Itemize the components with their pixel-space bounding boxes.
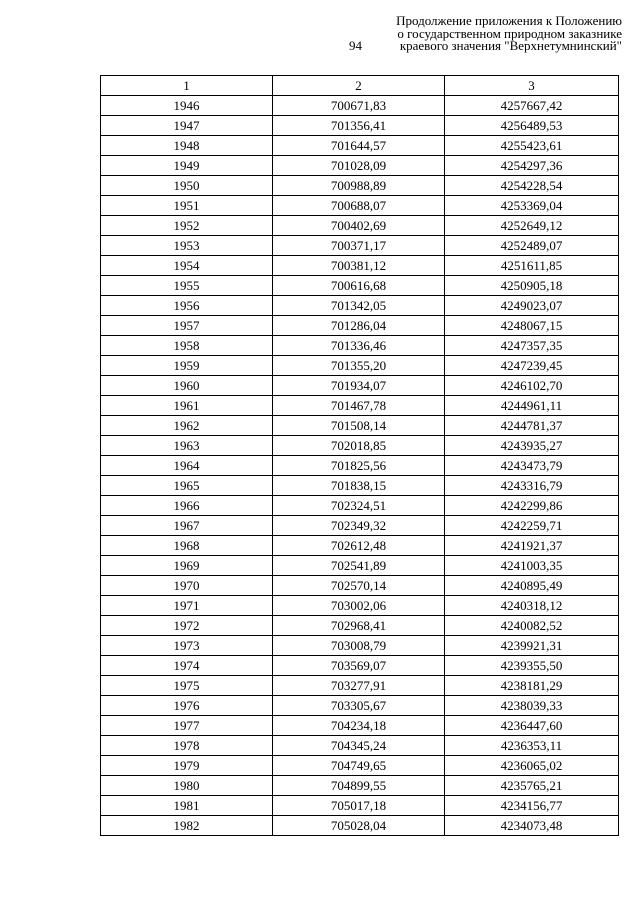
y-coordinate-cell: 4251611,85	[445, 256, 619, 276]
appendix-header-note	[322, 15, 622, 53]
table-row	[101, 556, 619, 576]
y-coordinate-cell: 4257667,42	[445, 96, 619, 116]
x-coordinate-cell: 701644,57	[273, 136, 445, 156]
y-coordinate-cell: 4253369,04	[445, 196, 619, 216]
x-coordinate-cell: 704749,65	[273, 756, 445, 776]
table-row	[101, 656, 619, 676]
table-row	[101, 476, 619, 496]
point-number-cell: 1971	[101, 596, 273, 616]
y-coordinate-cell: 4243935,27	[445, 436, 619, 456]
y-coordinate-cell: 4254228,54	[445, 176, 619, 196]
x-coordinate-cell: 700381,12	[273, 256, 445, 276]
table-row	[101, 816, 619, 836]
x-coordinate-cell: 703008,79	[273, 636, 445, 656]
x-coordinate-cell: 701508,14	[273, 416, 445, 436]
table-row	[101, 196, 619, 216]
y-coordinate-cell: 4255423,61	[445, 136, 619, 156]
y-coordinate-cell: 4249023,07	[445, 296, 619, 316]
point-number-cell: 1963	[101, 436, 273, 456]
y-coordinate-cell: 4248067,15	[445, 316, 619, 336]
point-number-cell: 1974	[101, 656, 273, 676]
column-header: 3	[445, 76, 619, 96]
table-row	[101, 756, 619, 776]
x-coordinate-cell: 701825,56	[273, 456, 445, 476]
table-row	[101, 216, 619, 236]
y-coordinate-cell: 4244961,11	[445, 396, 619, 416]
coordinates-table	[100, 75, 619, 836]
x-coordinate-cell: 700688,07	[273, 196, 445, 216]
point-number-cell: 1958	[101, 336, 273, 356]
x-coordinate-cell: 704234,18	[273, 716, 445, 736]
table-row	[101, 436, 619, 456]
table-row	[101, 256, 619, 276]
point-number-cell: 1955	[101, 276, 273, 296]
y-coordinate-cell: 4242299,86	[445, 496, 619, 516]
point-number-cell: 1962	[101, 416, 273, 436]
y-coordinate-cell: 4252649,12	[445, 216, 619, 236]
point-number-cell: 1982	[101, 816, 273, 836]
table-row	[101, 796, 619, 816]
y-coordinate-cell: 4242259,71	[445, 516, 619, 536]
point-number-cell: 1973	[101, 636, 273, 656]
point-number-cell: 1967	[101, 516, 273, 536]
y-coordinate-cell: 4241003,35	[445, 556, 619, 576]
x-coordinate-cell: 700371,17	[273, 236, 445, 256]
y-coordinate-cell: 4236065,02	[445, 756, 619, 776]
point-number-cell: 1972	[101, 616, 273, 636]
x-coordinate-cell: 701467,78	[273, 396, 445, 416]
y-coordinate-cell: 4240318,12	[445, 596, 619, 616]
y-coordinate-cell: 4235765,21	[445, 776, 619, 796]
table-row	[101, 116, 619, 136]
y-coordinate-cell: 4246102,70	[445, 376, 619, 396]
table-row	[101, 156, 619, 176]
point-number-cell: 1965	[101, 476, 273, 496]
table-row	[101, 776, 619, 796]
x-coordinate-cell: 701028,09	[273, 156, 445, 176]
point-number-cell: 1952	[101, 216, 273, 236]
point-number-cell: 1968	[101, 536, 273, 556]
point-number-cell: 1964	[101, 456, 273, 476]
header-note-line: Продолжение приложения к Положению	[396, 13, 622, 28]
y-coordinate-cell: 4256489,53	[445, 116, 619, 136]
table-row	[101, 316, 619, 336]
table-row	[101, 136, 619, 156]
y-coordinate-cell: 4254297,36	[445, 156, 619, 176]
page-number: 94	[349, 38, 362, 53]
x-coordinate-cell: 702541,89	[273, 556, 445, 576]
table-row	[101, 636, 619, 656]
point-number-cell: 1949	[101, 156, 273, 176]
point-number-cell: 1977	[101, 716, 273, 736]
point-number-cell: 1960	[101, 376, 273, 396]
table-row	[101, 336, 619, 356]
table-row	[101, 376, 619, 396]
point-number-cell: 1959	[101, 356, 273, 376]
x-coordinate-cell: 703305,67	[273, 696, 445, 716]
y-coordinate-cell: 4236447,60	[445, 716, 619, 736]
x-coordinate-cell: 701356,41	[273, 116, 445, 136]
point-number-cell: 1976	[101, 696, 273, 716]
y-coordinate-cell: 4240895,49	[445, 576, 619, 596]
table-row	[101, 176, 619, 196]
y-coordinate-cell: 4239921,31	[445, 636, 619, 656]
y-coordinate-cell: 4241921,37	[445, 536, 619, 556]
x-coordinate-cell: 704899,55	[273, 776, 445, 796]
point-number-cell: 1980	[101, 776, 273, 796]
point-number-cell: 1975	[101, 676, 273, 696]
y-coordinate-cell: 4238039,33	[445, 696, 619, 716]
y-coordinate-cell: 4236353,11	[445, 736, 619, 756]
x-coordinate-cell: 700402,69	[273, 216, 445, 236]
x-coordinate-cell: 701838,15	[273, 476, 445, 496]
header-note-line: краевого значения "Верхнетумнинский"	[399, 38, 622, 53]
x-coordinate-cell: 701342,05	[273, 296, 445, 316]
point-number-cell: 1956	[101, 296, 273, 316]
x-coordinate-cell: 702570,14	[273, 576, 445, 596]
table-row	[101, 356, 619, 376]
table-row	[101, 536, 619, 556]
x-coordinate-cell: 701286,04	[273, 316, 445, 336]
y-coordinate-cell: 4247239,45	[445, 356, 619, 376]
y-coordinate-cell: 4238181,29	[445, 676, 619, 696]
table-row	[101, 576, 619, 596]
point-number-cell: 1979	[101, 756, 273, 776]
table-row	[101, 496, 619, 516]
point-number-cell: 1954	[101, 256, 273, 276]
x-coordinate-cell: 701336,46	[273, 336, 445, 356]
point-number-cell: 1961	[101, 396, 273, 416]
column-header: 1	[101, 76, 273, 96]
y-coordinate-cell: 4247357,35	[445, 336, 619, 356]
x-coordinate-cell: 704345,24	[273, 736, 445, 756]
table-row	[101, 96, 619, 116]
x-coordinate-cell: 703002,06	[273, 596, 445, 616]
y-coordinate-cell: 4234073,48	[445, 816, 619, 836]
y-coordinate-cell: 4239355,50	[445, 656, 619, 676]
point-number-cell: 1970	[101, 576, 273, 596]
x-coordinate-cell: 700988,89	[273, 176, 445, 196]
point-number-cell: 1950	[101, 176, 273, 196]
table-row	[101, 716, 619, 736]
point-number-cell: 1957	[101, 316, 273, 336]
x-coordinate-cell: 702324,51	[273, 496, 445, 516]
column-header: 2	[273, 76, 445, 96]
table-row	[101, 696, 619, 716]
point-number-cell: 1947	[101, 116, 273, 136]
table-body	[101, 96, 619, 836]
point-number-cell: 1966	[101, 496, 273, 516]
x-coordinate-cell: 700671,83	[273, 96, 445, 116]
y-coordinate-cell: 4240082,52	[445, 616, 619, 636]
table-row	[101, 396, 619, 416]
y-coordinate-cell: 4234156,77	[445, 796, 619, 816]
x-coordinate-cell: 705028,04	[273, 816, 445, 836]
x-coordinate-cell: 701934,07	[273, 376, 445, 396]
y-coordinate-cell: 4244781,37	[445, 416, 619, 436]
point-number-cell: 1969	[101, 556, 273, 576]
point-number-cell: 1981	[101, 796, 273, 816]
table-row	[101, 236, 619, 256]
table-row	[101, 736, 619, 756]
table-row	[101, 616, 619, 636]
x-coordinate-cell: 701355,20	[273, 356, 445, 376]
table-row	[101, 276, 619, 296]
x-coordinate-cell: 702018,85	[273, 436, 445, 456]
table-row	[101, 516, 619, 536]
point-number-cell: 1951	[101, 196, 273, 216]
x-coordinate-cell: 703569,07	[273, 656, 445, 676]
table-row	[101, 596, 619, 616]
point-number-cell: 1948	[101, 136, 273, 156]
y-coordinate-cell: 4250905,18	[445, 276, 619, 296]
table-header-row	[101, 76, 619, 96]
point-number-cell: 1953	[101, 236, 273, 256]
point-number-cell: 1946	[101, 96, 273, 116]
table-row	[101, 416, 619, 436]
y-coordinate-cell: 4243316,79	[445, 476, 619, 496]
header-note-line: о государственном природном заказнике	[397, 25, 622, 41]
table-row	[101, 456, 619, 476]
x-coordinate-cell: 702349,32	[273, 516, 445, 536]
y-coordinate-cell: 4243473,79	[445, 456, 619, 476]
y-coordinate-cell: 4252489,07	[445, 236, 619, 256]
x-coordinate-cell: 700616,68	[273, 276, 445, 296]
x-coordinate-cell: 702612,48	[273, 536, 445, 556]
x-coordinate-cell: 702968,41	[273, 616, 445, 636]
x-coordinate-cell: 705017,18	[273, 796, 445, 816]
table-row	[101, 676, 619, 696]
x-coordinate-cell: 703277,91	[273, 676, 445, 696]
table-row	[101, 296, 619, 316]
point-number-cell: 1978	[101, 736, 273, 756]
